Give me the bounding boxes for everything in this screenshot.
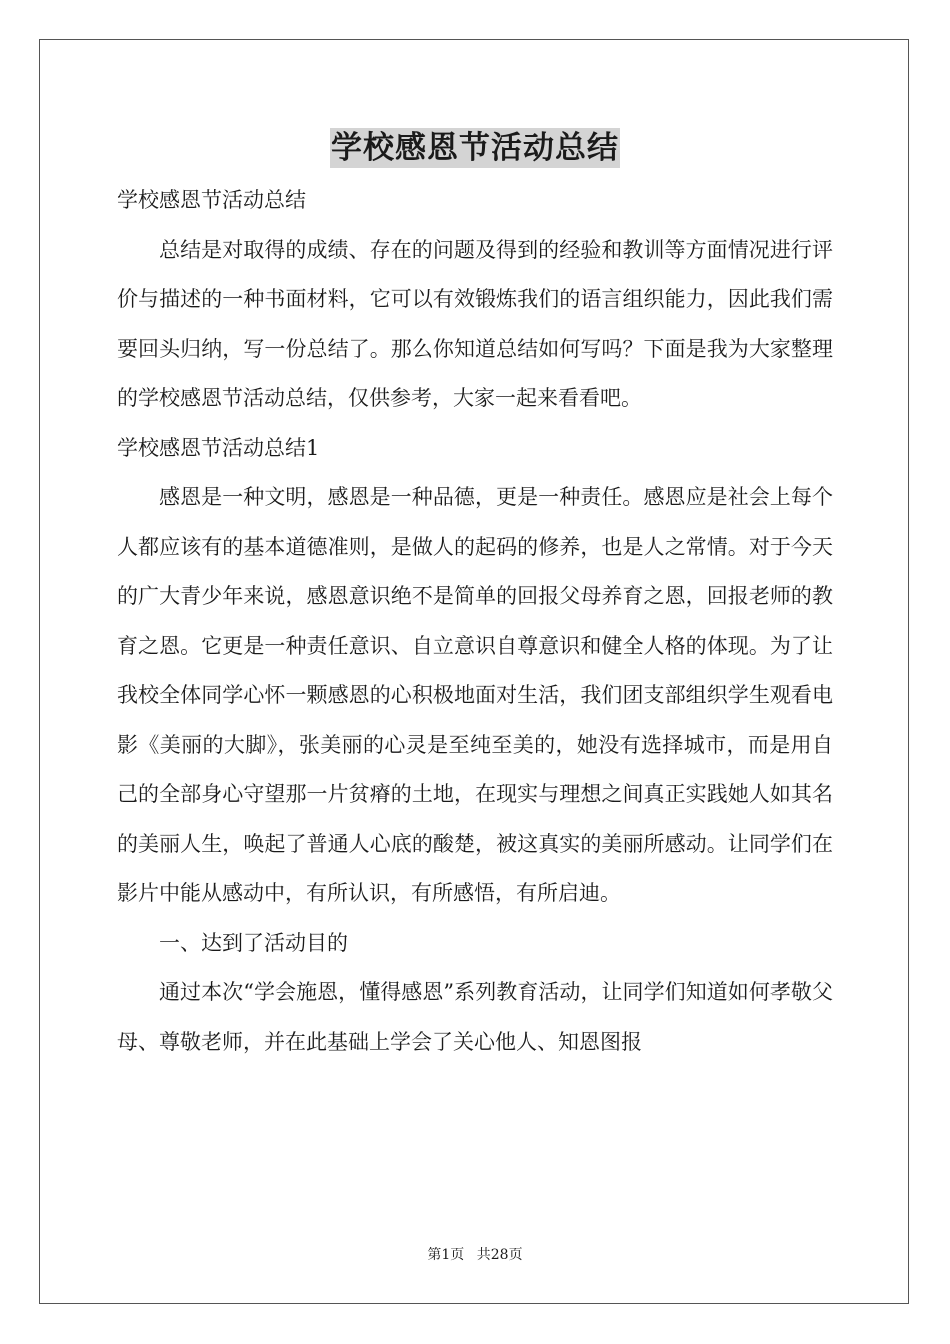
paragraph-3: 感恩是一种文明，感恩是一种品德，更是一种责任。感恩应是社会上每个人都应该有的基本道德准则，是做人的起码的修养，也是人之常情。对于今天的广大青少年来说，感恩意识绝不是简单的回报父母养育之恩，回报老师的教育之恩。它更是一种责任意识、自立意识自尊意识和健全人格的体现。为了让我校全体同学心怀一颗感恩的心积极地面对生活，我们团支部组织学生观看电影《美丽的大脚》，张美丽的心灵是至纯至美的，她没有选择城市，而是用自己的全部身心守望那一片贫瘠的土地，在现实与理想之间真正实践她人如其名的美丽人生，唤起了普通人心底的酸楚，被这真实的美丽所感动。让同学们在影片中能从感动中，有所认识，有所感悟，有所启迪。	[117, 485, 833, 905]
document-title: 学校感恩节活动总结	[331, 130, 619, 166]
paragraph-4: 一、达到了活动目的	[159, 930, 348, 955]
paragraph-0: 学校感恩节活动总结	[117, 188, 306, 212]
paragraph-2: 学校感恩节活动总结1	[117, 435, 320, 460]
page-total: 共28页	[476, 1247, 523, 1263]
paragraph-5: 通过本次“学会施恩，懂得感恩”系列教育活动，让同学们知道如何孝敬父母、尊敬老师，并在此基础上学会了关心他人、知恩图报	[117, 980, 833, 1054]
page-number: 第1页	[427, 1247, 465, 1263]
page-footer	[0, 1244, 950, 1264]
document-body	[117, 176, 833, 1067]
title-container	[0, 128, 950, 168]
paragraph-1: 总结是对取得的成绩、存在的问题及得到的经验和教训等方面情况进行评价与描述的一种书面材料，它可以有效锻炼我们的语言组织能力，因此我们需要回头归纳，写一份总结了。那么你知道总结如何写吗？下面是我为大家整理的学校感恩节活动总结，仅供参考，大家一起来看看吧。	[117, 237, 833, 410]
